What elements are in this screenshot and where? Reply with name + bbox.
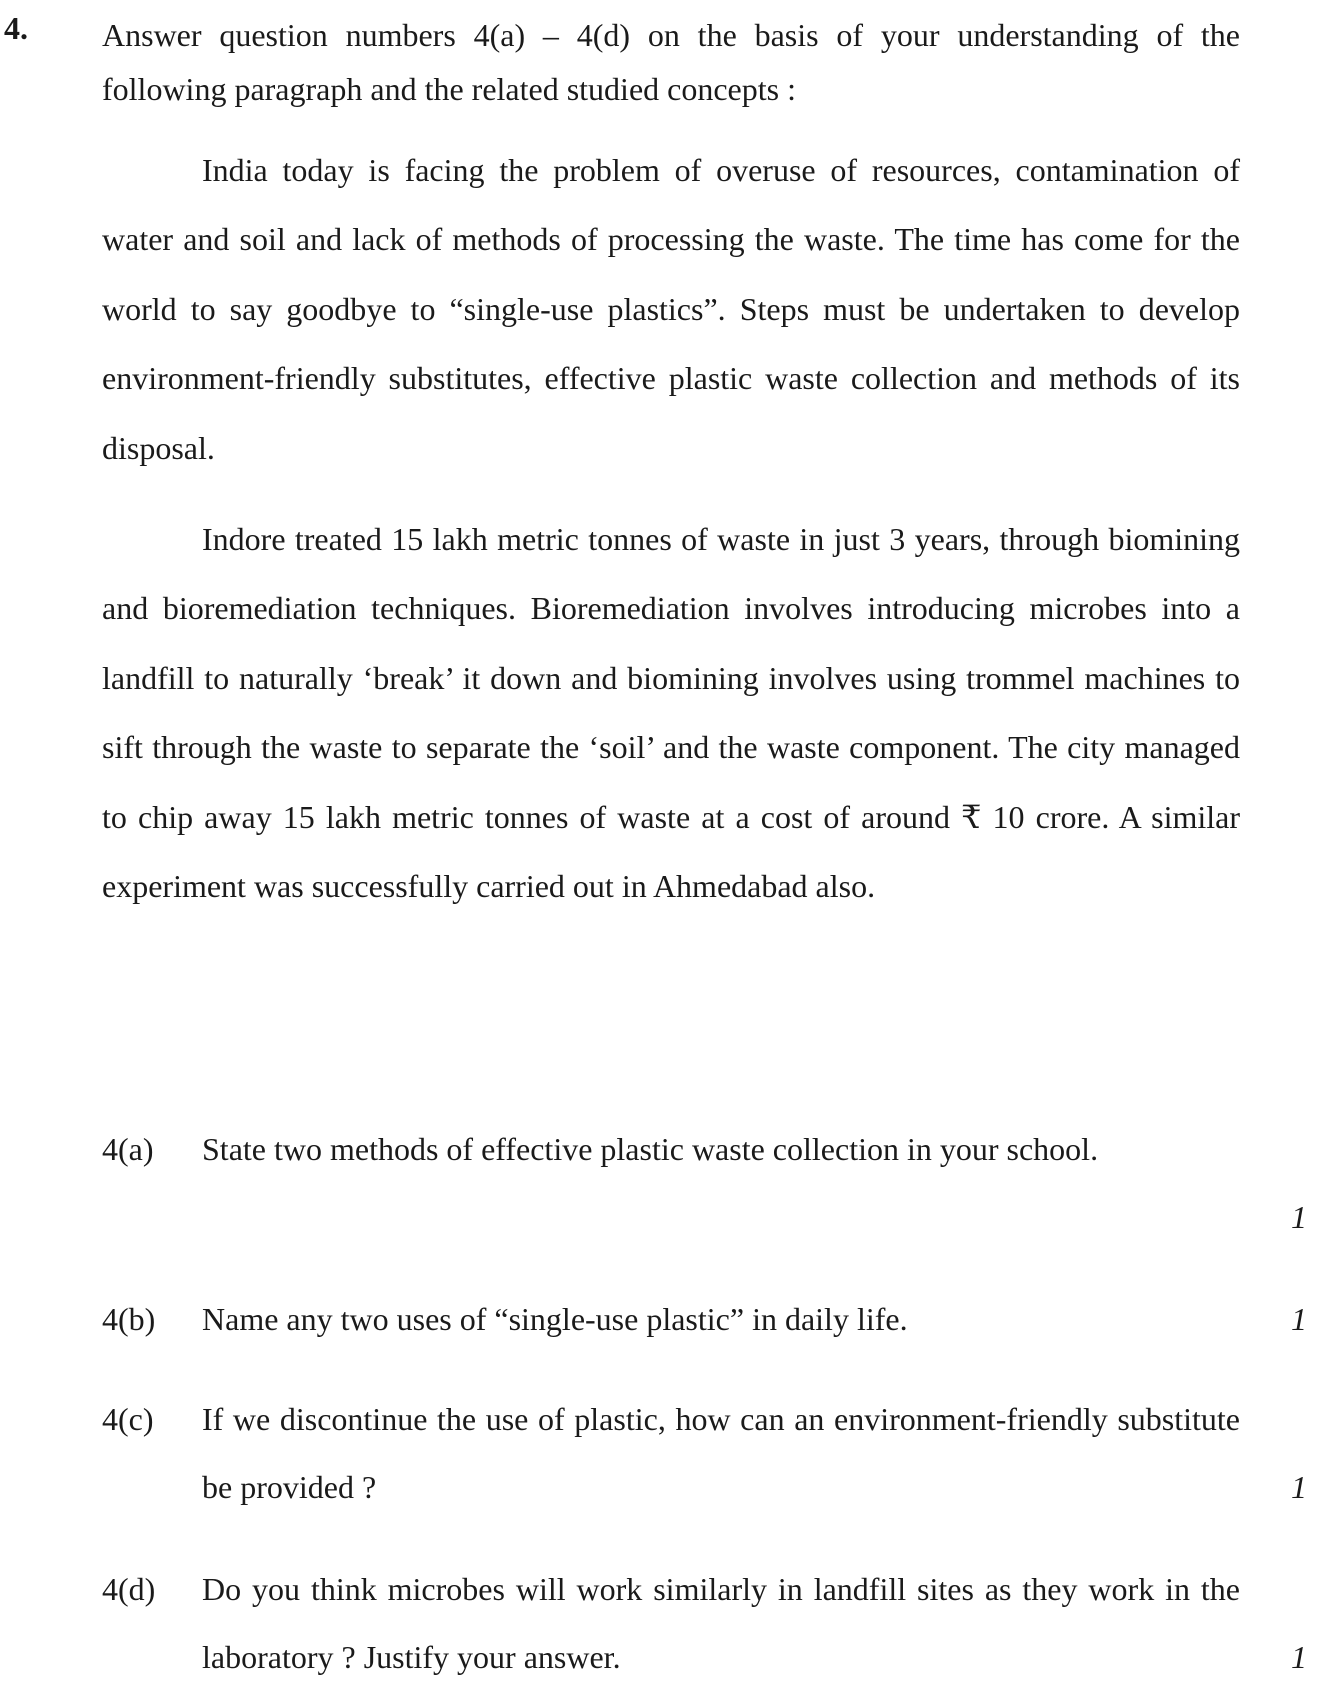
passage-paragraph-2: Indore treated 15 lakh metric tonnes of waste in just 3 years, through biomining and bioremediation techniques. Bioremediation involves introducing microbes into a landfill to naturally ‘break’ it down and biomining involves using trommel machines to sift through the waste to separate the ‘soil’ and the waste component. The city managed to chip away 15 lakh metric tonnes of waste at a cost of around ₹ 10 crore. A similar experiment was successfully carried out in Ahmedabad also. [102, 521, 1240, 905]
subquestion-4a [102, 1115, 1307, 1255]
subquestion-label: 4(d) [102, 1571, 156, 1607]
subquestion-marks: 1 [1291, 1199, 1307, 1235]
subquestion-label: 4(a) [102, 1131, 154, 1167]
question-number: 4. [4, 10, 28, 46]
subquestion-4c [102, 1385, 1307, 1525]
subquestion-marks: 1 [1291, 1301, 1307, 1337]
subquestion-marks: 1 [1291, 1469, 1307, 1505]
subquestion-label: 4(c) [102, 1401, 154, 1437]
subquestion-text: Do you think microbes will work similarly in landfill sites as they work in the laboratory ? Justify your answer. [202, 1571, 1240, 1675]
passage-paragraph-1: India today is facing the problem of overuse of resources, contamination of water and soil and lack of methods of processing the waste. The time has come for the world to say goodbye to “single-use plastics”. Steps must be undertaken to develop environment-friendly substitutes, effective plastic waste collection and methods of its disposal. [102, 152, 1240, 466]
subquestion-4d [102, 1555, 1307, 1675]
subquestion-text: Name any two uses of “single-use plastic” in daily life. [202, 1301, 908, 1337]
subquestion-4b [102, 1285, 1307, 1355]
subquestion-text: State two methods of effective plastic waste collection in your school. [202, 1131, 1099, 1167]
question-instruction: Answer question numbers 4(a) – 4(d) on the basis of your understanding of the following paragraph and the related studied concepts : [102, 17, 1240, 107]
subquestion-marks: 1 [1291, 1639, 1307, 1675]
subquestion-text: If we discontinue the use of plastic, how can an environment-friendly substitute be provided ? [202, 1401, 1240, 1505]
subquestion-label: 4(b) [102, 1301, 156, 1337]
